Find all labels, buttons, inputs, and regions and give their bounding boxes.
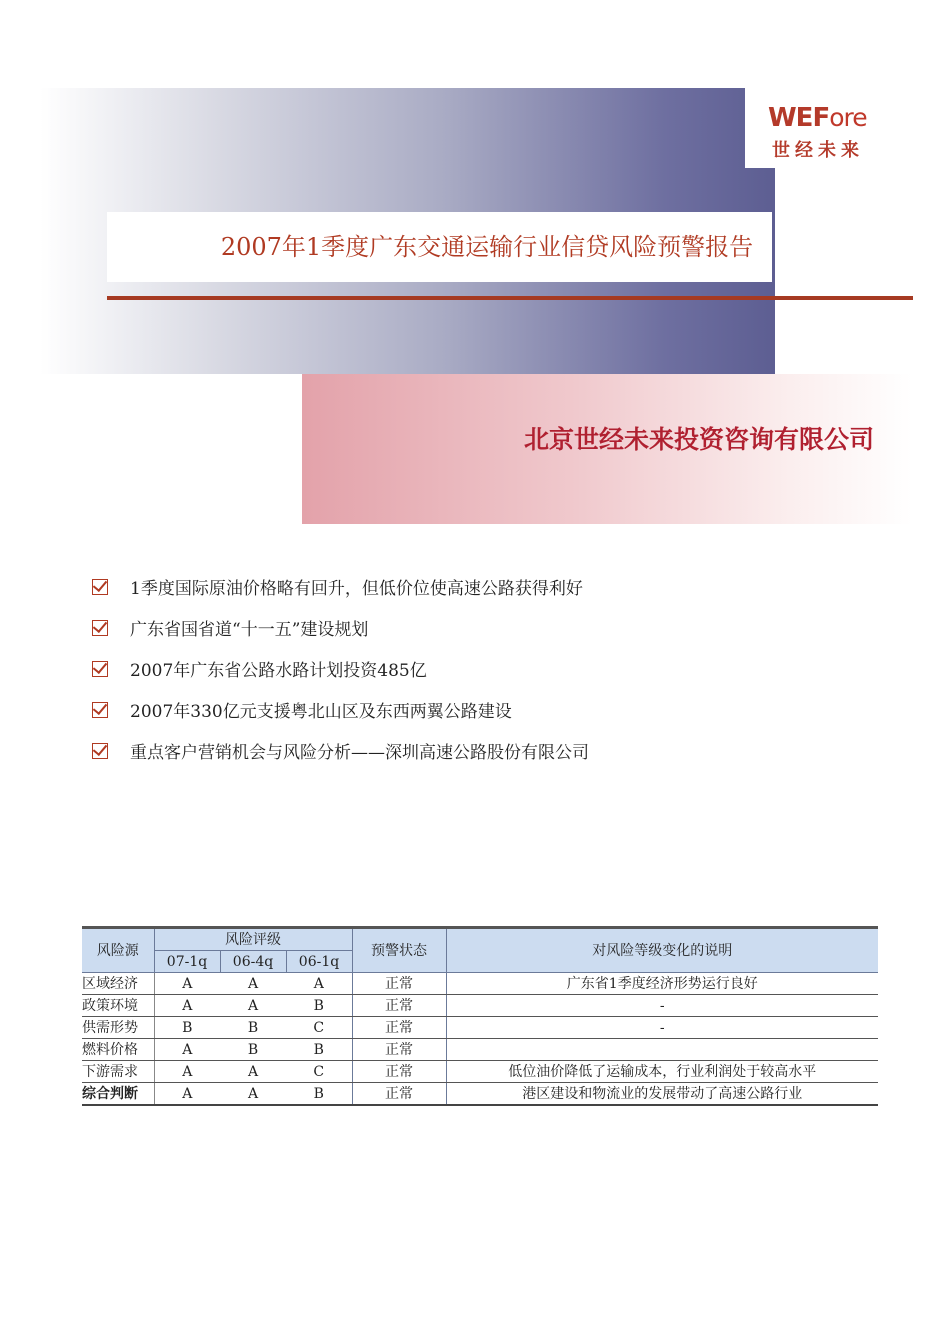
header-risk-rating: 风险评级: [154, 928, 352, 951]
header-warning-status: 预警状态: [352, 928, 446, 973]
table-row: 供需形势 B B C 正常 -: [82, 1017, 878, 1039]
list-item: 1季度国际原油价格略有回升，但低价位使高速公路获得利好: [92, 566, 589, 607]
header-period: 07-1q: [154, 951, 220, 973]
table-row: 下游需求 A A C 正常 低位油价降低了运输成本，行业利润处于较高水平: [82, 1061, 878, 1083]
table-row: 区域经济 A A A 正常 广东省1季度经济形势运行良好: [82, 973, 878, 995]
checkbox-icon: [92, 743, 108, 759]
report-title: 2007年1季度广东交通运输行业信贷风险预警报告: [220, 233, 754, 261]
title-divider: [107, 296, 913, 300]
table-row-summary: 综合判断 A A B 正常 港区建设和物流业的发展带动了高速公路行业: [82, 1083, 878, 1106]
checkbox-icon: [92, 661, 108, 677]
list-item: 2007年广东省公路水路计划投资485亿: [92, 648, 589, 689]
brand-logo: WEFore: [768, 103, 867, 133]
company-name: 北京世经未来投资咨询有限公司: [523, 425, 874, 454]
table-row: 政策环境 A A B 正常 -: [82, 995, 878, 1017]
checkbox-icon: [92, 579, 108, 595]
header-period: 06-4q: [220, 951, 286, 973]
header-risk-source: 风险源: [82, 928, 154, 973]
list-item: 广东省国省道“十一五”建设规划: [92, 607, 589, 648]
header-change-note: 对风险等级变化的说明: [446, 928, 878, 973]
list-item: 2007年330亿元支援粤北山区及东西两翼公路建设: [92, 689, 589, 730]
header-period: 06-1q: [286, 951, 352, 973]
summary-list: [92, 566, 589, 771]
brand-logo-cn: 世经未来: [772, 140, 864, 161]
list-item: 重点客户营销机会与风险分析——深圳高速公路股份有限公司: [92, 730, 589, 771]
risk-table: [82, 926, 878, 1106]
table-row: 燃料价格 A B B 正常: [82, 1039, 878, 1061]
checkbox-icon: [92, 702, 108, 718]
checkbox-icon: [92, 620, 108, 636]
